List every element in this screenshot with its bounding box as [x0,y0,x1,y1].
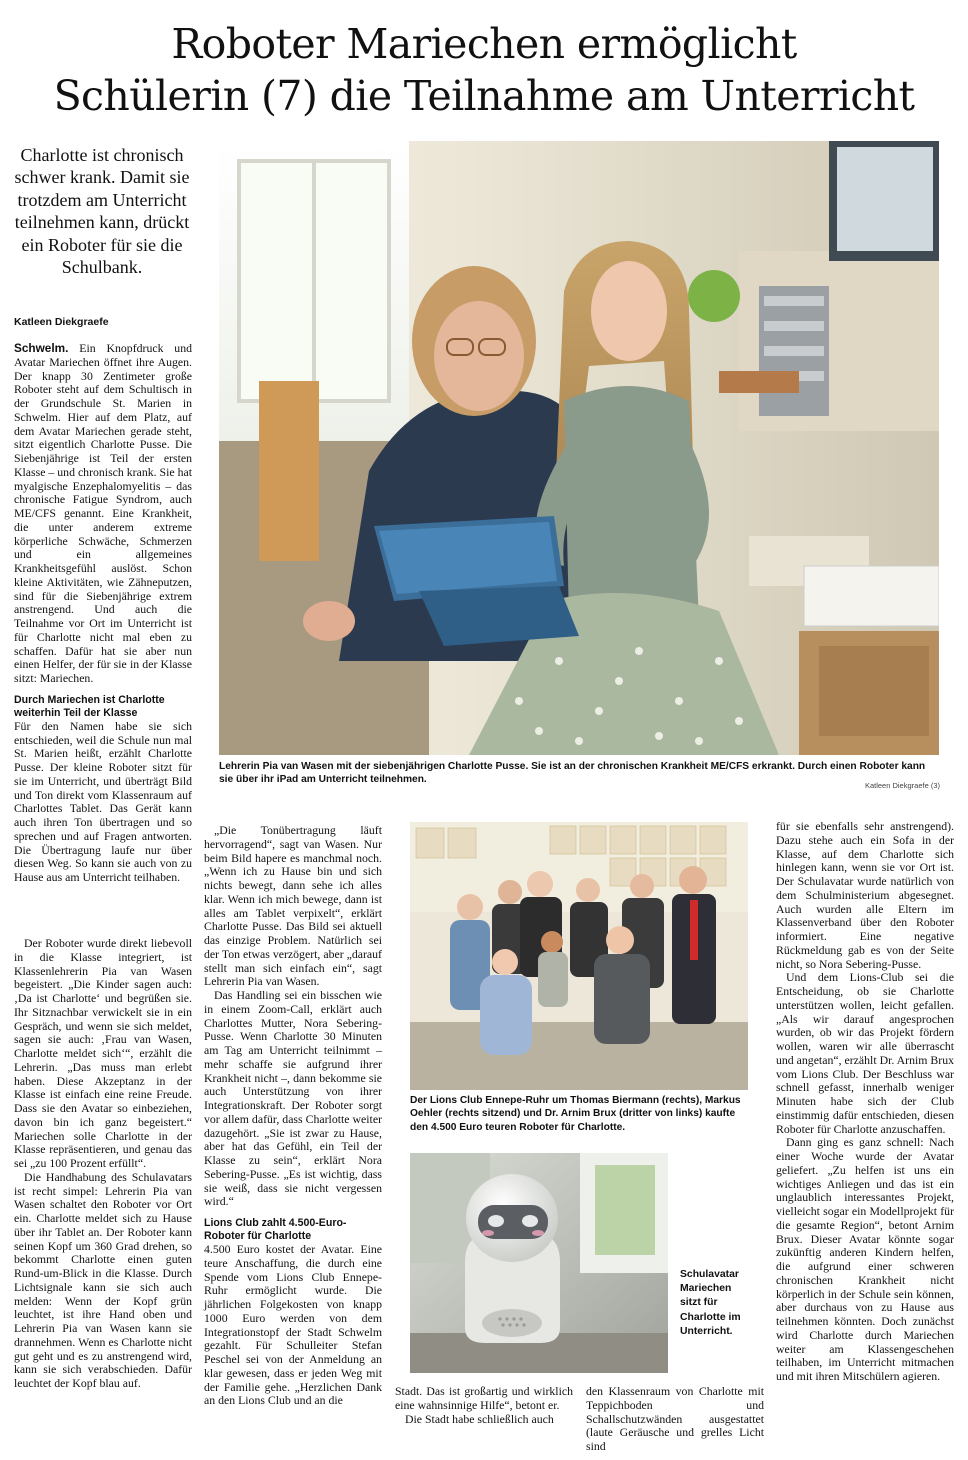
paragraph: Die Handhabung des Schulavatars ist recht simpel: Lehrerin Pia van Wasen schaltet den Roboter vor Ort ein. Charlotte meldet sich zu Hause über ihr Tablet an. Der Roboter kann seinen Kopf um 360 Grad drehen, so bekommt Charlotte einen guten Rund-um-Blick in die Klasse. Durch Lichtsignale kann sie sich auch melden: Wenn der Kopf grün leuchtet, ist ihre Hand oben und Lehrerin Pia van Wasen kann sie drannehmen. Wenn es Charlotte nicht gut geht und es zu anstrengend wird, kann sie sich verabschieden. Dafür leuchtet der Kopf blau auf. [14,1169,192,1390]
group-photo-caption: Der Lions Club Ennepe-Ruhr um Thomas Biermann (rechts), Markus Oehler (rechts sitzend) und Dr. Arnim Brux (dritter von links) kaufte den 4.500 Euro teuren Roboter für Charlotte. [410,1095,741,1133]
paragraph: Das Handling sei ein bisschen wie in einem Zoom-Call, erklärt auch Charlottes Mutter, Nora Sebering-Pusse. Wenn Charlotte 30 Minuten am Tag am Unterricht teilnimmt – mehr schaffe sie aufgrund ihrer Krankheit nicht –, dann bekomme sie auch Unterstützung von ihrer Integrationskraft. Der Roboter sorgt vor allem dafür, dass Charlotte weiter dazugehört. „Sie ist zwar zu Hause, aber hat das Gefühl, ein Teil der Klasse zu sein“, erklärt Nora Sebering-Pusse. „Es ist wichtig, dass sie weiß, dass sie nicht vergessen wird.“ [204,988,382,1209]
photo-credit: Katleen Diekgraefe (3) [864,781,940,790]
headline-line-2: Schülerin (7) die Teilnahme am Unterricht [53,72,915,120]
paragraph: „Die Tonübertragung läuft hervorragend“, sagt van Wasen. Nur beim Bild hapere es manchmal noch. „Wenn ich zu Hause bin und sich nichts bewegt, dann sehe ich alles klar. Wenn ich mich bewege, dann ist alles am Tablet verpixelt“, erklärt Charlotte Pusse. Das Bild sei aktuell das einzige Problem. Natürlich sei der Ton etwas verzögert, aber „darauf stellt man sich einfach ein“, sagt Lehrerin Pia van Wasen. [204,823,382,989]
article-column-1 [14,342,192,885]
headline-line-1: Roboter Mariechen ermöglicht [171,20,797,68]
paragraph: Dann ging es ganz schnell: Nach einer Woche wurde der Avatar geliefert. „Zu helfen ist uns ein wichtiges Anliegen und das ist ein unglaublich interessantes Projekt, vielleicht sogar ein Modellprojekt für die gesamte Region“, betont Arnim Brux. Dieser Avatar könnte sogar zukünftig anderen Kindern helfen, die aufgrund einer schweren chronischen Krankheit nicht körperlich in der Schule sein können, aber durchaus von zu Hause aus teilnehmen könnten. Doch zunächst wird Charlotte durch Mariechen weiter am Klassengeschehen teilhaben, im Unterricht mitmachen und mit ihren Mitschülern agieren. [776,1135,954,1383]
robot-photo [410,1153,668,1373]
lions-club-group-illustration [410,822,748,1090]
paragraph: für sie ebenfalls sehr anstrengend). Dazu stehe auch ein Sofa in der Klasse, auf dem Charlotte sich hinlegen kann, wenn sie vor Ort ist. Der Schulavatar wurde natürlich von dem Schulministerium abgesegnet. Auch wurden alle Eltern im Klassenverband über den Roboter informiert. Eine negative Rückmeldung gab es von der Seite nicht, so Nora Sebering-Pusse. [776,819,954,971]
headline [0,18,968,122]
paragraph: Die Stadt habe schließlich auch [405,1411,554,1426]
article-column-6 [776,820,954,1384]
article-column-5 [586,1385,764,1454]
dateline: Schwelm. [14,341,69,355]
teaser: Charlotte ist chronisch schwer krank. Damit sie trotzdem am Unterricht teilnehmen kann, drückt ein Roboter für sie die Schulbank. [14,145,190,278]
paragraph-text: Ein Knopfdruck und Avatar Mariechen öffnet ihre Augen. Der knapp 30 Zentimeter große Roboter steht auf dem Schultisch in der Grundschule St. Marien in Schwelm. Hier auf dem Platz, auf dem Avatar Mariechen gerade steht, sitzt eigentlich Charlotte Pusse. Die Siebenjährige ist Teil der ersten Klasse – und chronisch krank. Sie hat myalgische Enzephalomyelitis – das chronische Fatigue Syndrom, auch ME/CFS genannt. Eine Krankheit, die unter anderem extreme körperliche Schwäche, Schmerzen und ein allgemeines Krankheitsgefühl auslöst. Schon kleine Aktivitäten, wie Zähneputzen, sind für die Siebenjährige extrem anstrengend. Und auch die Teilnahme vor Ort im Unterricht ist für Charlotte nicht mal eben zu schaffen. Dafür hat sie aber nun einen Helfer, der für sie in der Klasse sitzt: Mariechen. [14,341,193,685]
subheading: Lions Club zahlt 4.500-Euro-Roboter für Charlotte [204,1217,347,1242]
paragraph: 4.500 Euro kostet der Avatar. Eine teure Anschaffung, die durch eine Spende vom Lions Club Ennepe-Ruhr ermöglicht wurde. Die jährlichen Folgekosten von knapp 1000 Euro werden von dem Integrationstopf der Stadt Schwelm gezahlt. Für Schulleiter Stefan Peschel sei von der Anmeldung an klar gewesen, dass er jeden Weg mit der Familie gehe. „Herzlichen Dank an den Lions Club und an die [204,1242,382,1408]
paragraph: Für den Namen habe sie sich entschieden, weil die Schule nun mal St. Marien heißt, erzählt Charlotte Pusse. Der kleine Roboter sitzt für sie im Unterricht, und überträgt Bild und Ton direkt vom Klassenraum auf Charlottes Tablet. Das Gerät kann auch ihren Ton übertragen und so sprechen und auf Fragen antworten. Die Übertragung laufe nur über diesen Weg. So kann sie auch von zu Hause aus am Unterricht teilhaben. [14,718,192,884]
article-column-4 [395,1385,573,1426]
paragraph: den Klassenraum von Charlotte mit Teppichboden und Schallschutzwänden ausgestattet (laute Geräusche und grelles Licht sind [586,1384,764,1453]
subheading: Durch Mariechen ist Charlotte weiterhin Teil der Klasse [14,693,165,719]
robot-photo-caption: Schulavatar Mariechen sitzt für Charlotte im Unterricht. [680,1269,741,1337]
paragraph: Der Roboter wurde direkt liebevoll in die Klasse integriert, ist Klassenlehrerin Pia van Wasen begeistert. „Die Kinder sagen auch: ‚Da ist Charlotte‘ und begrüßen sie. Ihr Sitznachbar verwickelt sie in ein Gespräch, und wenn sie sich meldet, sagen sie auch: ‚Frau van Wasen, Charlotte meldet sich‘“, erzählt die Lehrerin. „Das muss man erlebt haben. Diese Akzeptanz in der Klasse ist einfach eine reine Freude. Dass sie den Avatar so einbeziehen, davon bin ich ganz begeistert.“ Mariechen solle Charlotte in der Klasse repräsentieren, und genau das sei „zu 100 Prozent erfüllt“. [14,936,192,1170]
author-byline: Katleen Diekgraefe [14,316,109,328]
paragraph: Stadt. Das ist großartig und wirklich eine wahnsinnige Hilfe“, betont er. [395,1384,573,1412]
main-photo-caption: Lehrerin Pia van Wasen mit der siebenjährigen Charlotte Pusse. Sie ist an der chronischen Krankheit ME/CFS erkrankt. Durch einen Roboter kann sie über ihr iPad am Unterricht teilnehmen. [219,761,926,786]
group-photo [410,822,748,1090]
main-photo [219,141,939,755]
paragraph [14,342,192,686]
robot-avatar-illustration [410,1153,668,1373]
classroom-photo-illustration [219,141,939,755]
article-column-3 [204,824,382,1408]
paragraph: Und dem Lions-Club sei die Entscheidung, ob sie Charlotte unterstützen wollen, leicht gefallen. „Als wir darauf angesprochen wurden, ob wir das Projekt fördern wollen, waren wir alle überrascht und angetan“, erzählt Dr. Arnim Brux vom Lions Club. Der Beschluss war schnell gefasst, innerhalb weniger Minuten habe sich der Club einstimmig dafür entschieden, diesen Roboter für Charlotte anzuschaffen. [776,970,954,1136]
article-column-2 [14,937,192,1391]
